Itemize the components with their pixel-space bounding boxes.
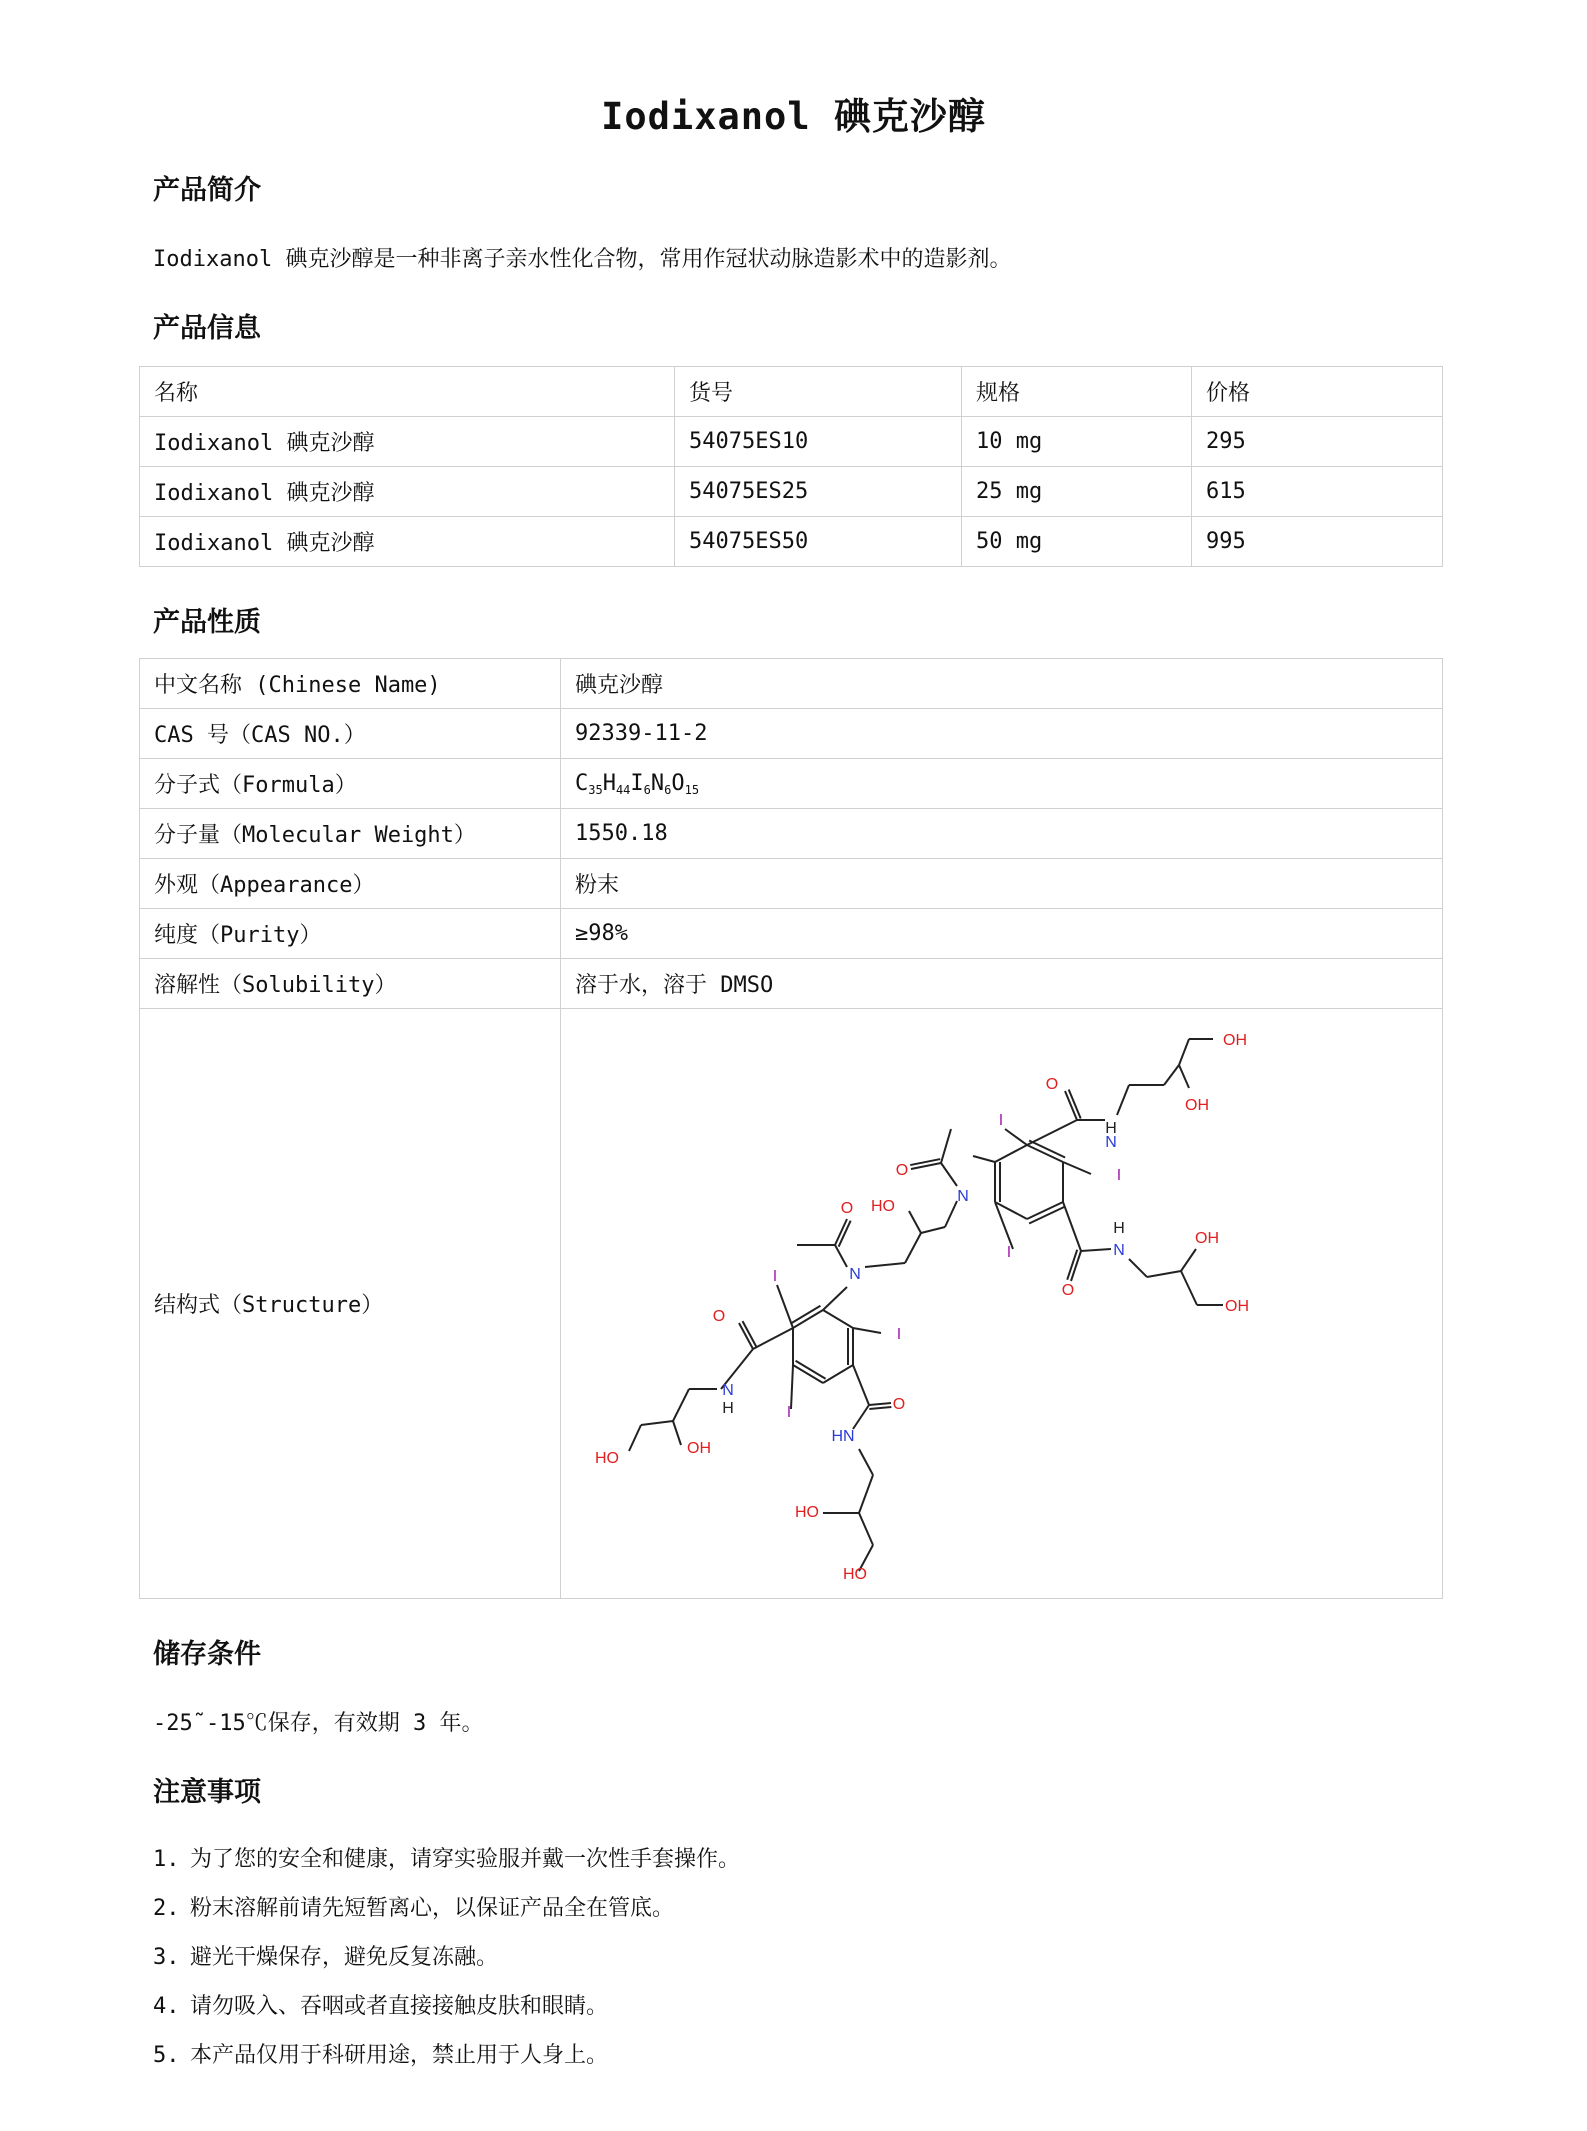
bond-line [1027, 1120, 1077, 1145]
formula-value [561, 759, 1443, 809]
bond-line [921, 1227, 945, 1233]
table-row [140, 467, 1443, 517]
bond-line [853, 1365, 869, 1405]
cell-spec: 10 mg [962, 417, 1192, 467]
formula-o: O [671, 770, 685, 796]
formula-c-count: 35 [588, 782, 603, 797]
bond-line [1164, 1065, 1179, 1085]
property-value: 溶于水，溶于 DMSO [561, 959, 1443, 1009]
atom-label-oh: OH [687, 1440, 711, 1457]
bond-line [905, 1233, 921, 1263]
list-item-text: 为了您的安全和健康，请穿实验服并戴一次性手套操作。 [190, 1847, 741, 1872]
bond-line [777, 1285, 793, 1328]
cell-price: 295 [1192, 417, 1443, 467]
atom-label-n: N [957, 1188, 969, 1205]
atom-label-o: O [1045, 1076, 1059, 1093]
atom-label-n: N [722, 1382, 734, 1399]
list-item-number: 5. [153, 2043, 180, 2068]
bond-line [1063, 1162, 1091, 1174]
property-value: ≥98% [561, 909, 1443, 959]
structure-cell [561, 1009, 1443, 1599]
property-label: 分子式（Formula） [140, 759, 561, 809]
formula-h-count: 44 [615, 782, 631, 797]
cell-sku: 54075ES10 [675, 417, 962, 467]
atom-label-oh: OH [1223, 1032, 1247, 1049]
atom-label-i: I [772, 1268, 778, 1285]
bond-line [973, 1156, 995, 1162]
bond-line [859, 1449, 873, 1475]
atom-label-ho: HO [595, 1450, 619, 1467]
atom-label-o: O [895, 1162, 909, 1179]
bond-line [995, 1145, 1027, 1162]
atom-label-i: I [896, 1326, 902, 1343]
bond-line [629, 1425, 641, 1451]
intro-heading: 产品简介 [153, 175, 261, 206]
cell-name: Iodixanol 碘克沙醇 [140, 517, 675, 567]
list-item [153, 1884, 740, 1933]
cell-sku: 54075ES25 [675, 467, 962, 517]
list-item-text: 本产品仅用于科研用途，禁止用于人身上。 [190, 2043, 609, 2068]
cell-name: Iodixanol 碘克沙醇 [140, 467, 675, 517]
list-item-text: 粉末溶解前请先短暂离心，以保证产品全在管底。 [190, 1896, 675, 1921]
properties-heading: 产品性质 [153, 607, 261, 638]
bond-line [1179, 1039, 1189, 1065]
atom-label-h: H [1105, 1120, 1117, 1137]
list-item-number: 2. [153, 1896, 180, 1921]
atom-label-o: O [1061, 1282, 1075, 1299]
list-item [153, 1982, 740, 2031]
intro-text: Iodixanol 碘克沙醇是一种非离子亲水性化合物，常用作冠状动脉造影术中的造影剂。 [153, 247, 1012, 272]
bond-line [753, 1328, 793, 1349]
atom-label-h: H [1113, 1220, 1125, 1237]
notes-heading: 注意事项 [153, 1777, 261, 1808]
formula-n-count: 6 [664, 782, 672, 797]
info-heading: 产品信息 [153, 313, 261, 344]
list-item [153, 1835, 740, 1884]
bond-line [865, 1263, 905, 1267]
bond-line [1005, 1129, 1027, 1145]
atom-label-n: N [1113, 1242, 1125, 1259]
property-label: 中文名称 (Chinese Name) [140, 659, 561, 709]
list-item [153, 2031, 740, 2080]
formula-i: I [630, 770, 644, 796]
formula-o-count: 15 [684, 782, 700, 797]
table-row [140, 759, 1443, 809]
bond-line [673, 1389, 689, 1421]
atom-label-i: I [1006, 1244, 1012, 1261]
property-label: CAS 号（CAS NO.） [140, 709, 561, 759]
cell-price: 995 [1192, 517, 1443, 567]
double-bond-line [869, 1407, 891, 1409]
table-row [140, 1009, 1443, 1599]
bond-line [1081, 1249, 1111, 1251]
atom-label-i: I [1116, 1167, 1122, 1184]
list-item [153, 1933, 740, 1982]
atom-label-ho: HO [871, 1198, 895, 1215]
header-name: 名称 [140, 367, 675, 417]
bond-line [1063, 1202, 1081, 1251]
cell-price: 615 [1192, 467, 1443, 517]
bond-line [1147, 1271, 1181, 1277]
header-sku: 货号 [675, 367, 962, 417]
bond-line [673, 1421, 681, 1445]
bond-line [909, 1211, 921, 1233]
atom-label-o: O [892, 1396, 906, 1413]
product-info-table [139, 366, 1443, 567]
bond-line [1129, 1259, 1147, 1277]
atom-label-i: I [998, 1112, 1004, 1129]
table-row [140, 959, 1443, 1009]
header-spec: 规格 [962, 367, 1192, 417]
bond-line [823, 1310, 853, 1328]
list-item-number: 1. [153, 1847, 180, 1872]
storage-text: -25˜-15℃保存，有效期 3 年。 [153, 1711, 484, 1736]
atom-label-o: O [840, 1200, 854, 1217]
cell-sku: 54075ES50 [675, 517, 962, 567]
bond-line [1117, 1085, 1129, 1115]
property-label: 溶解性（Solubility） [140, 959, 561, 1009]
bond-line [853, 1405, 869, 1429]
page-title: Iodixanol 碘克沙醇 [601, 95, 986, 138]
notes-list [153, 1835, 740, 2080]
atom-label-i: I [786, 1404, 792, 1421]
list-item-text: 避光干燥保存，避免反复冻融。 [190, 1945, 499, 1970]
cell-spec: 50 mg [962, 517, 1192, 567]
formula-c: C [575, 770, 589, 796]
property-label: 结构式（Structure） [140, 1009, 561, 1599]
list-item-text: 请勿吸入、吞咽或者直接接触皮肤和眼睛。 [190, 1994, 609, 2019]
atom-label-ho: HO [843, 1566, 867, 1583]
atom-label-n: N [1105, 1134, 1117, 1151]
table-row [140, 709, 1443, 759]
bond-line [823, 1287, 847, 1310]
formula-n: N [650, 770, 665, 796]
atom-label-oh: OH [1225, 1298, 1249, 1315]
bond-line [859, 1475, 873, 1513]
bond-line [859, 1513, 873, 1545]
bond-line [1181, 1271, 1197, 1305]
bond-line [941, 1163, 957, 1186]
table-row [140, 909, 1443, 959]
cell-name: Iodixanol 碘克沙醇 [140, 417, 675, 467]
table-row [140, 417, 1443, 467]
bond-line [641, 1421, 673, 1425]
formula-i-count: 6 [643, 782, 651, 797]
bond-line [941, 1129, 951, 1163]
bond-line [835, 1245, 847, 1267]
bond-line [869, 1403, 891, 1405]
cell-spec: 25 mg [962, 467, 1192, 517]
property-value: 碘克沙醇 [561, 659, 1443, 709]
property-label: 分子量（Molecular Weight） [140, 809, 561, 859]
bond-line [1179, 1065, 1189, 1088]
bond-line [823, 1365, 853, 1383]
atom-label-oh: OH [1185, 1097, 1209, 1114]
storage-heading: 储存条件 [153, 1639, 261, 1670]
table-row [140, 809, 1443, 859]
table-header-row [140, 367, 1443, 417]
table-row [140, 517, 1443, 567]
bond-line [853, 1328, 881, 1333]
property-value: 92339-11-2 [561, 709, 1443, 759]
bond-line [1181, 1249, 1196, 1271]
structure-image [561, 1009, 1443, 1598]
header-price: 价格 [1192, 367, 1443, 417]
table-row [140, 659, 1443, 709]
property-label: 纯度（Purity） [140, 909, 561, 959]
properties-table [139, 658, 1443, 1599]
table-row [140, 859, 1443, 909]
atom-label-oh: OH [1195, 1230, 1219, 1247]
property-label: 外观（Appearance） [140, 859, 561, 909]
atom-label-o: O [712, 1308, 726, 1325]
bond-line [945, 1201, 957, 1227]
list-item-number: 4. [153, 1994, 180, 2019]
list-item-number: 3. [153, 1945, 180, 1970]
atom-label-h: H [722, 1400, 734, 1417]
property-value: 1550.18 [561, 809, 1443, 859]
bond-line [791, 1365, 793, 1409]
atom-label-hn: HN [831, 1428, 855, 1445]
formula-h: H [602, 770, 616, 796]
property-value: 粉末 [561, 859, 1443, 909]
atom-label-n: N [849, 1266, 861, 1283]
atom-label-ho: HO [795, 1504, 819, 1521]
